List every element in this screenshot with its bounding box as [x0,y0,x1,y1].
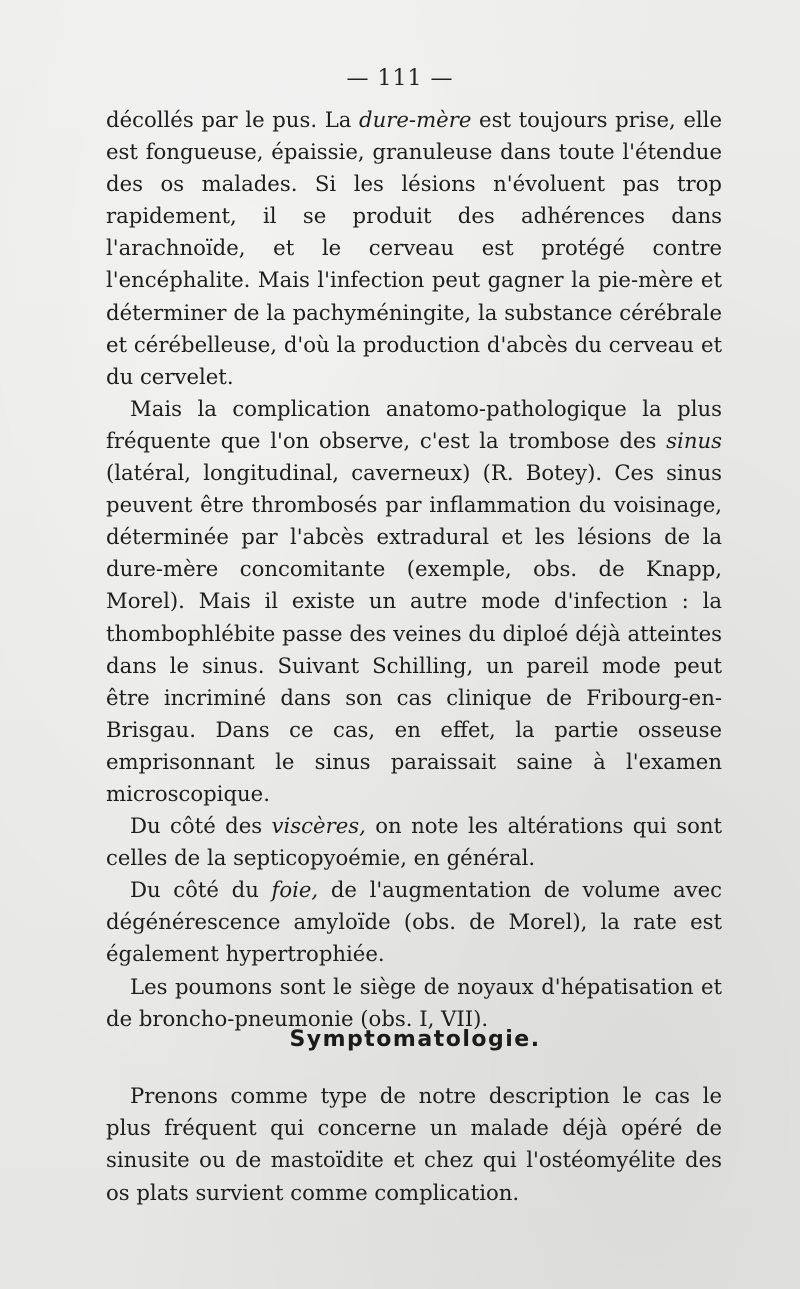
paragraph [106,393,722,810]
paragraph [106,874,722,970]
text-run: (latéral, longitudinal, caverneux) (R. Botey). Ces sinus peuvent être thrombosés par inflammation du voisinage, déterminée par l'abcès extradural et les lésions de la dure-mère concomitante (exemple, obs. de Knapp, Morel). Mais il existe un autre mode d'infection : la thombophlébite passe des veines du diploé déjà atteintes dans le sinus. Suivant Schilling, un pareil mode peut être incriminé dans son cas clinique de Fribourg-en-Brisgau. Dans ce cas, en effet, la partie osseuse emprisonnant le sinus paraissait saine à l'examen microscopique. [106,460,722,806]
italic-term: viscères, [271,813,366,839]
text-run: Les poumons sont le siège de noyaux d'hépatisation et de broncho-pneumonie (obs. I, VII). [106,973,722,1031]
body-text [106,104,722,1035]
text-run: on note les altérations qui sont celles de la septicopyoémie, en général. [106,813,722,871]
text-run: de l'augmentation de volume avec dégénérescence amyloïde (obs. de Morel), la rate est également hypertrophiée. [106,877,722,967]
section-text [106,1080,722,1209]
text-run: décollés par le pus. La [106,107,360,132]
italic-term: dure-mère [359,107,472,132]
section-paragraph: Prenons comme type de notre description le cas le plus fréquent qui concerne un malade déjà opéré de sinusite ou de mastoïdite et chez qui l'ostéomyélite des os plats survient comme complication. [106,1083,722,1205]
paragraph [106,810,722,874]
page-number: — 111 — [346,66,454,91]
paragraph [106,971,722,1035]
paragraph [106,104,722,393]
text-run: est toujours prise, elle est fongueuse, épaissie, granuleuse dans toute l'étendue des os malades. Si les lésions n'évoluent pas trop rapidement, il se produit des adhérences dans l'arachnoïde, et le cerveau est protégé contre l'encéphalite. Mais l'infection peut gagner la pie-mère et déterminer de la pachyméningite, la substance cérébrale et cérébelleuse, d'où la production d'abcès du cerveau et du cervelet. [106,107,722,389]
italic-term: foie, [271,877,319,903]
italic-term: sinus [666,427,722,453]
text-run: Du côté des [130,813,272,839]
text-run: Mais la complication anatomo-pathologique la plus fréquente que l'on observe, c'est la trombose des [106,395,722,453]
text-run: Du côté du [130,877,272,903]
section-heading: Symptomatologie. [289,1027,541,1052]
